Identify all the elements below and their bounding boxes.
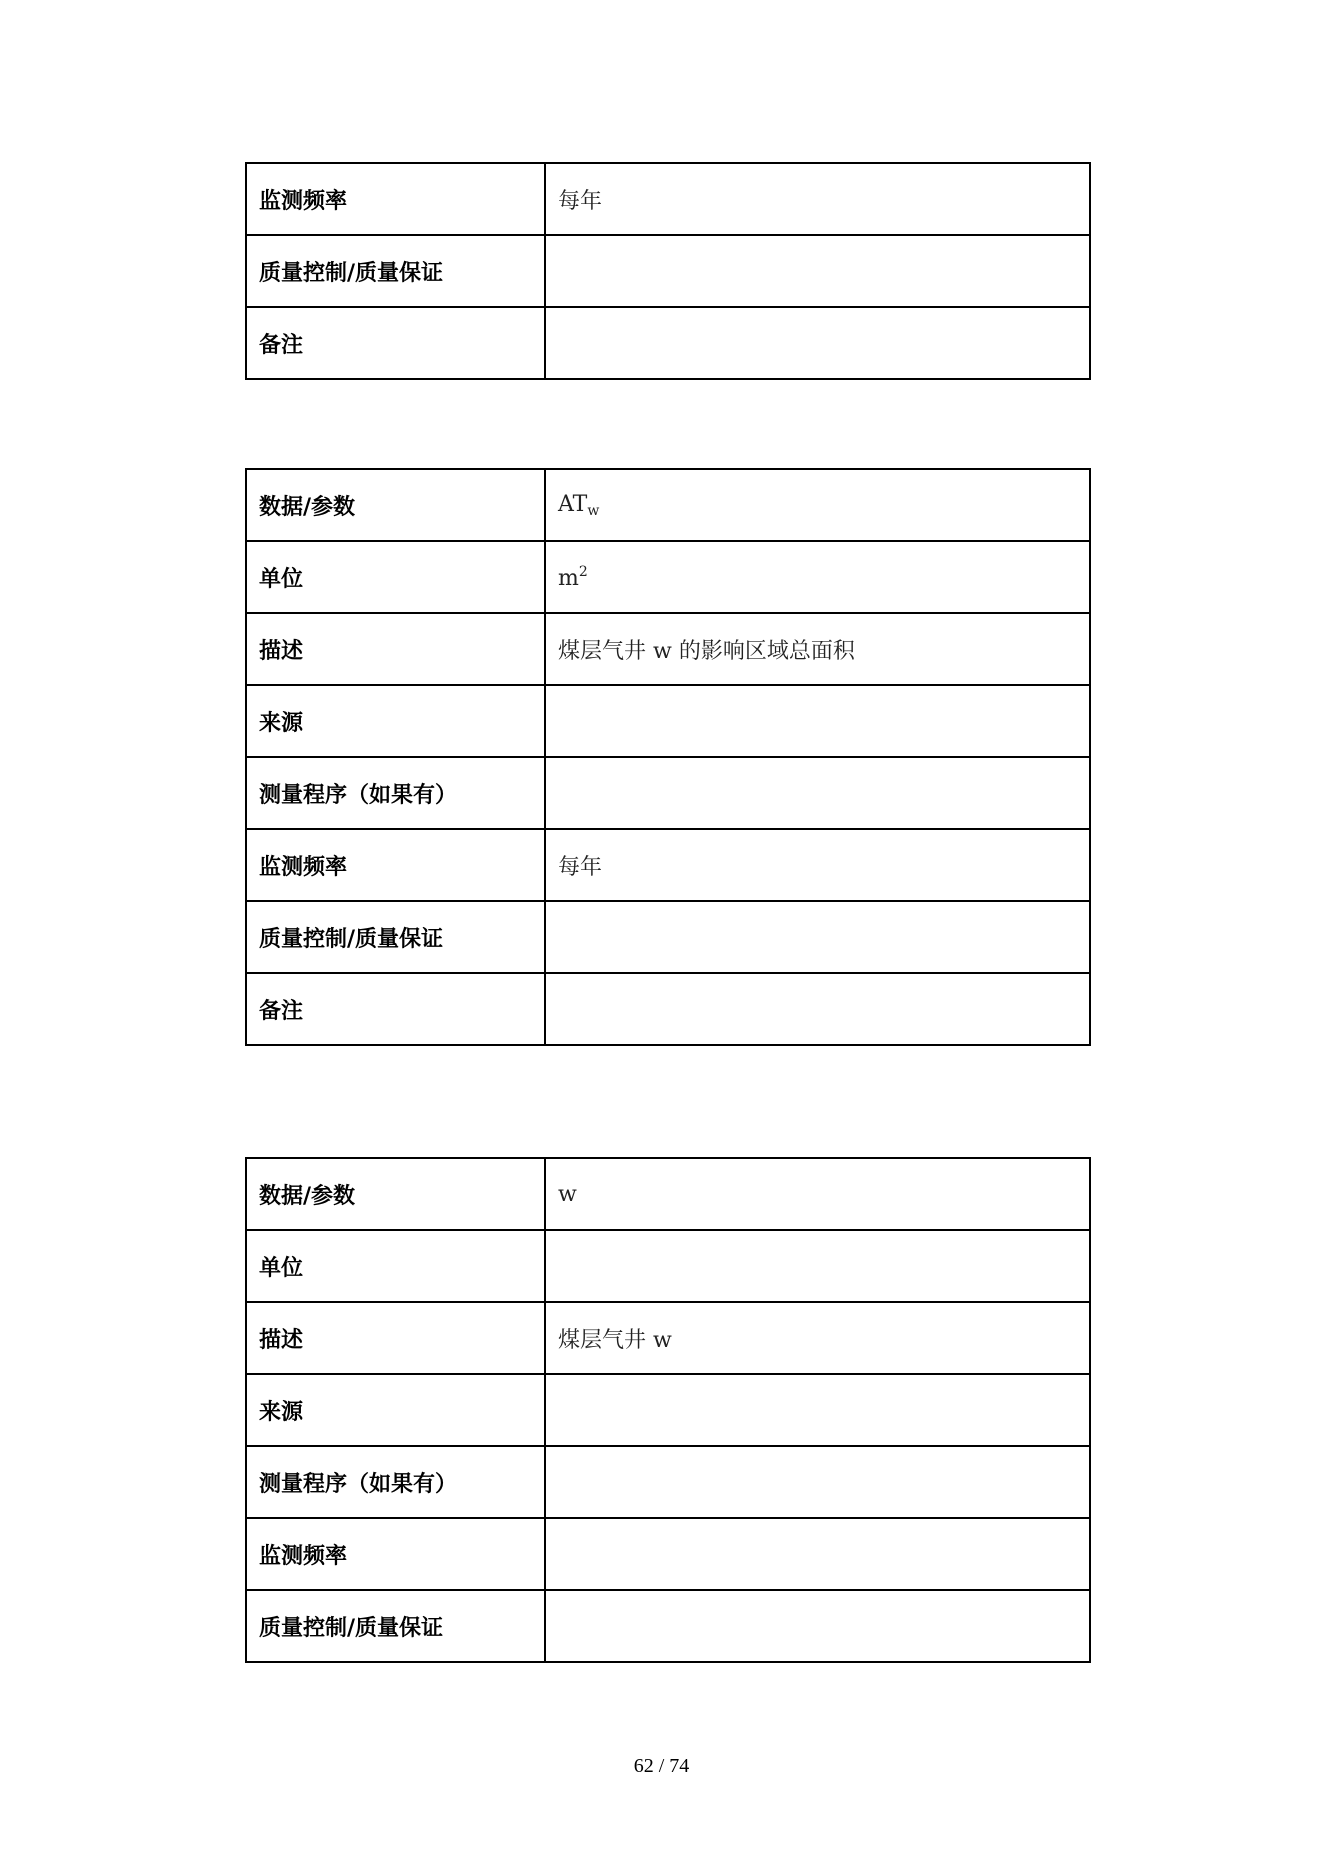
value-superscript: 2: [578, 563, 588, 580]
row-value: [545, 973, 1090, 1045]
value-main: m: [558, 565, 579, 591]
row-label: 单位: [246, 1230, 545, 1302]
table-row: [246, 1518, 1090, 1590]
row-label: 监测频率: [246, 1518, 545, 1590]
row-label: 测量程序（如果有）: [246, 757, 545, 829]
row-label: 来源: [246, 685, 545, 757]
row-value: 煤层气井 w 的影响区域总面积: [545, 613, 1090, 685]
row-label: 描述: [246, 613, 545, 685]
table-row: [246, 901, 1090, 973]
table-row: [246, 1590, 1090, 1662]
table-row: [246, 235, 1090, 307]
row-value: 每年: [545, 829, 1090, 901]
row-value: [545, 307, 1090, 379]
table-row: [246, 613, 1090, 685]
row-value: [545, 1518, 1090, 1590]
row-value: 煤层气井 w: [545, 1302, 1090, 1374]
row-label: 单位: [246, 541, 545, 613]
row-value: [545, 235, 1090, 307]
row-label: 描述: [246, 1302, 545, 1374]
row-value: [545, 685, 1090, 757]
row-value: [545, 757, 1090, 829]
row-label: 质量控制/质量保证: [246, 1590, 545, 1662]
page-number: 62 / 74: [633, 1755, 690, 1777]
parameter-table-1: [245, 162, 1091, 380]
parameter-table-3: [245, 1157, 1091, 1663]
table-row: [246, 973, 1090, 1045]
table-row: [246, 469, 1090, 541]
row-label: 来源: [246, 1374, 545, 1446]
row-value: [545, 1590, 1090, 1662]
table-row: [246, 307, 1090, 379]
value-subscript: w: [587, 502, 600, 519]
row-value: [545, 901, 1090, 973]
row-value: w: [545, 1158, 1090, 1230]
row-label: 测量程序（如果有）: [246, 1446, 545, 1518]
row-value: [545, 1374, 1090, 1446]
row-value: [545, 1446, 1090, 1518]
row-value: 每年: [545, 163, 1090, 235]
row-value: [545, 469, 1090, 541]
table-row: [246, 685, 1090, 757]
table-row: [246, 829, 1090, 901]
row-label: 数据/参数: [246, 1158, 545, 1230]
table-row: [246, 163, 1090, 235]
row-label: 备注: [246, 973, 545, 1045]
table-row: [246, 1302, 1090, 1374]
table-row: [246, 1230, 1090, 1302]
row-label: 监测频率: [246, 829, 545, 901]
row-label: 监测频率: [246, 163, 545, 235]
table-row: [246, 1374, 1090, 1446]
table-row: [246, 1446, 1090, 1518]
row-label: 备注: [246, 307, 545, 379]
table-row: [246, 541, 1090, 613]
row-value: [545, 1230, 1090, 1302]
table-row: [246, 757, 1090, 829]
table-row: [246, 1158, 1090, 1230]
parameter-table-2: [245, 468, 1091, 1046]
value-main: AT: [558, 491, 588, 517]
row-label: 质量控制/质量保证: [246, 235, 545, 307]
row-label: 数据/参数: [246, 469, 545, 541]
row-value: [545, 541, 1090, 613]
row-label: 质量控制/质量保证: [246, 901, 545, 973]
